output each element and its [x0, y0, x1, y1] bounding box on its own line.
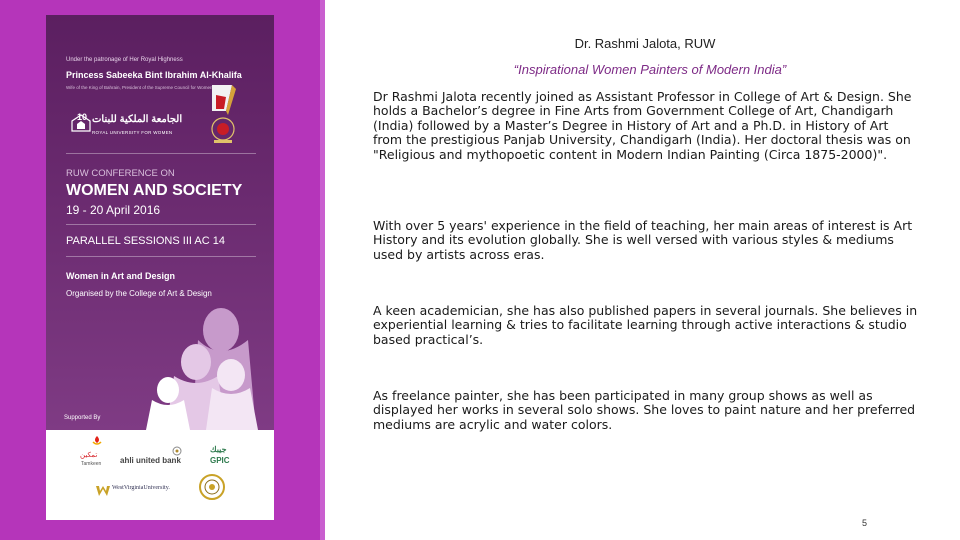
poster-patronage: Under the patronage of Her Royal Highness — [66, 57, 183, 63]
poster-conference-title: WOMEN AND SOCIETY — [66, 182, 243, 199]
wvu-name: WestVirginiaUniversity. — [112, 485, 170, 491]
page-number: 5 — [862, 518, 868, 528]
poster-divider — [66, 256, 256, 257]
bio-paragraph: As freelance painter, she has been participated in many group shows as well as displayed her works in several solo shows. She loves to paint nature and her preferred mediums are acrylic and water colors. — [373, 388, 916, 432]
conference-poster — [46, 15, 274, 520]
bio-paragraph: A keen academician, she has also published papers in several journals. She believes in experiential learning & tries to facilitate learning through active interactions & studio based practical’s. — [373, 303, 918, 347]
tamkeen-logo-icon — [90, 435, 104, 449]
poster-conference-line: RUW CONFERENCE ON — [66, 168, 175, 179]
poster-session-topic: Women in Art and Design — [66, 271, 176, 281]
poster-divider — [66, 153, 256, 154]
poster-parallel-sessions: PARALLEL SESSIONS III AC 14 — [66, 235, 225, 247]
poster-organiser: Organised by the College of Art & Design — [66, 289, 212, 298]
bio-paragraph: With over 5 years' experience in the field of teaching, her main areas of interest is Art History and its evolution globally. She is well versed with various styles & mediums used by artists across eras. — [373, 218, 913, 262]
university-logo-number: 10 — [77, 112, 88, 122]
left-band-edge — [320, 0, 325, 540]
gpic-name: GPIC — [210, 456, 230, 465]
slide-subtitle: “Inspirational Women Painters of Modern India” — [513, 62, 787, 77]
tamkeen-arabic: تمكين — [80, 452, 98, 459]
ahli-logo-icon — [172, 443, 182, 453]
ahli-united-bank: ahli united bank — [120, 456, 181, 465]
poster-princess-name: Princess Sabeeka Bint Ibrahim Al-Khalifa — [66, 70, 242, 80]
seal-logo-icon — [198, 473, 226, 501]
university-name: ROYAL UNIVERSITY FOR WOMEN — [92, 130, 173, 135]
tamkeen-name: Tamkeen — [81, 461, 102, 467]
bio-paragraph: Dr Rashmi Jalota recently joined as Assistant Professor in College of Art & Design. She holds a Bachelor’s degree in Fine Arts from Government College of Art, Chandigarh (India) followed by a Master’s Degree in History of Art and a Ph.D. in History of Art from the prestigious Panjab University, Chandigarh (India). Her doctoral thesis was on "Religious and mythopoetic content in Modern Indian Painting (Circa 1875-2000)". — [373, 89, 912, 162]
poster-dates: 19 - 20 April 2016 — [66, 203, 161, 217]
women-silhouette-icon — [126, 300, 274, 430]
poster-princess-title: Wife of the King of Bahrain, President of the Supreme Council for Women — [66, 85, 213, 90]
poster-divider — [66, 224, 256, 225]
wvu-logo-icon — [96, 483, 110, 493]
slide-title: Dr. Rashmi Jalota, RUW — [574, 36, 716, 51]
poster-sponsor-panel — [46, 430, 274, 520]
gpic-arabic: جيبك — [210, 445, 227, 454]
poster-supported-by: Supported By — [64, 415, 101, 421]
emblem-icon — [206, 85, 240, 145]
university-arabic-name: الجامعة الملكية للبنات — [92, 114, 183, 125]
